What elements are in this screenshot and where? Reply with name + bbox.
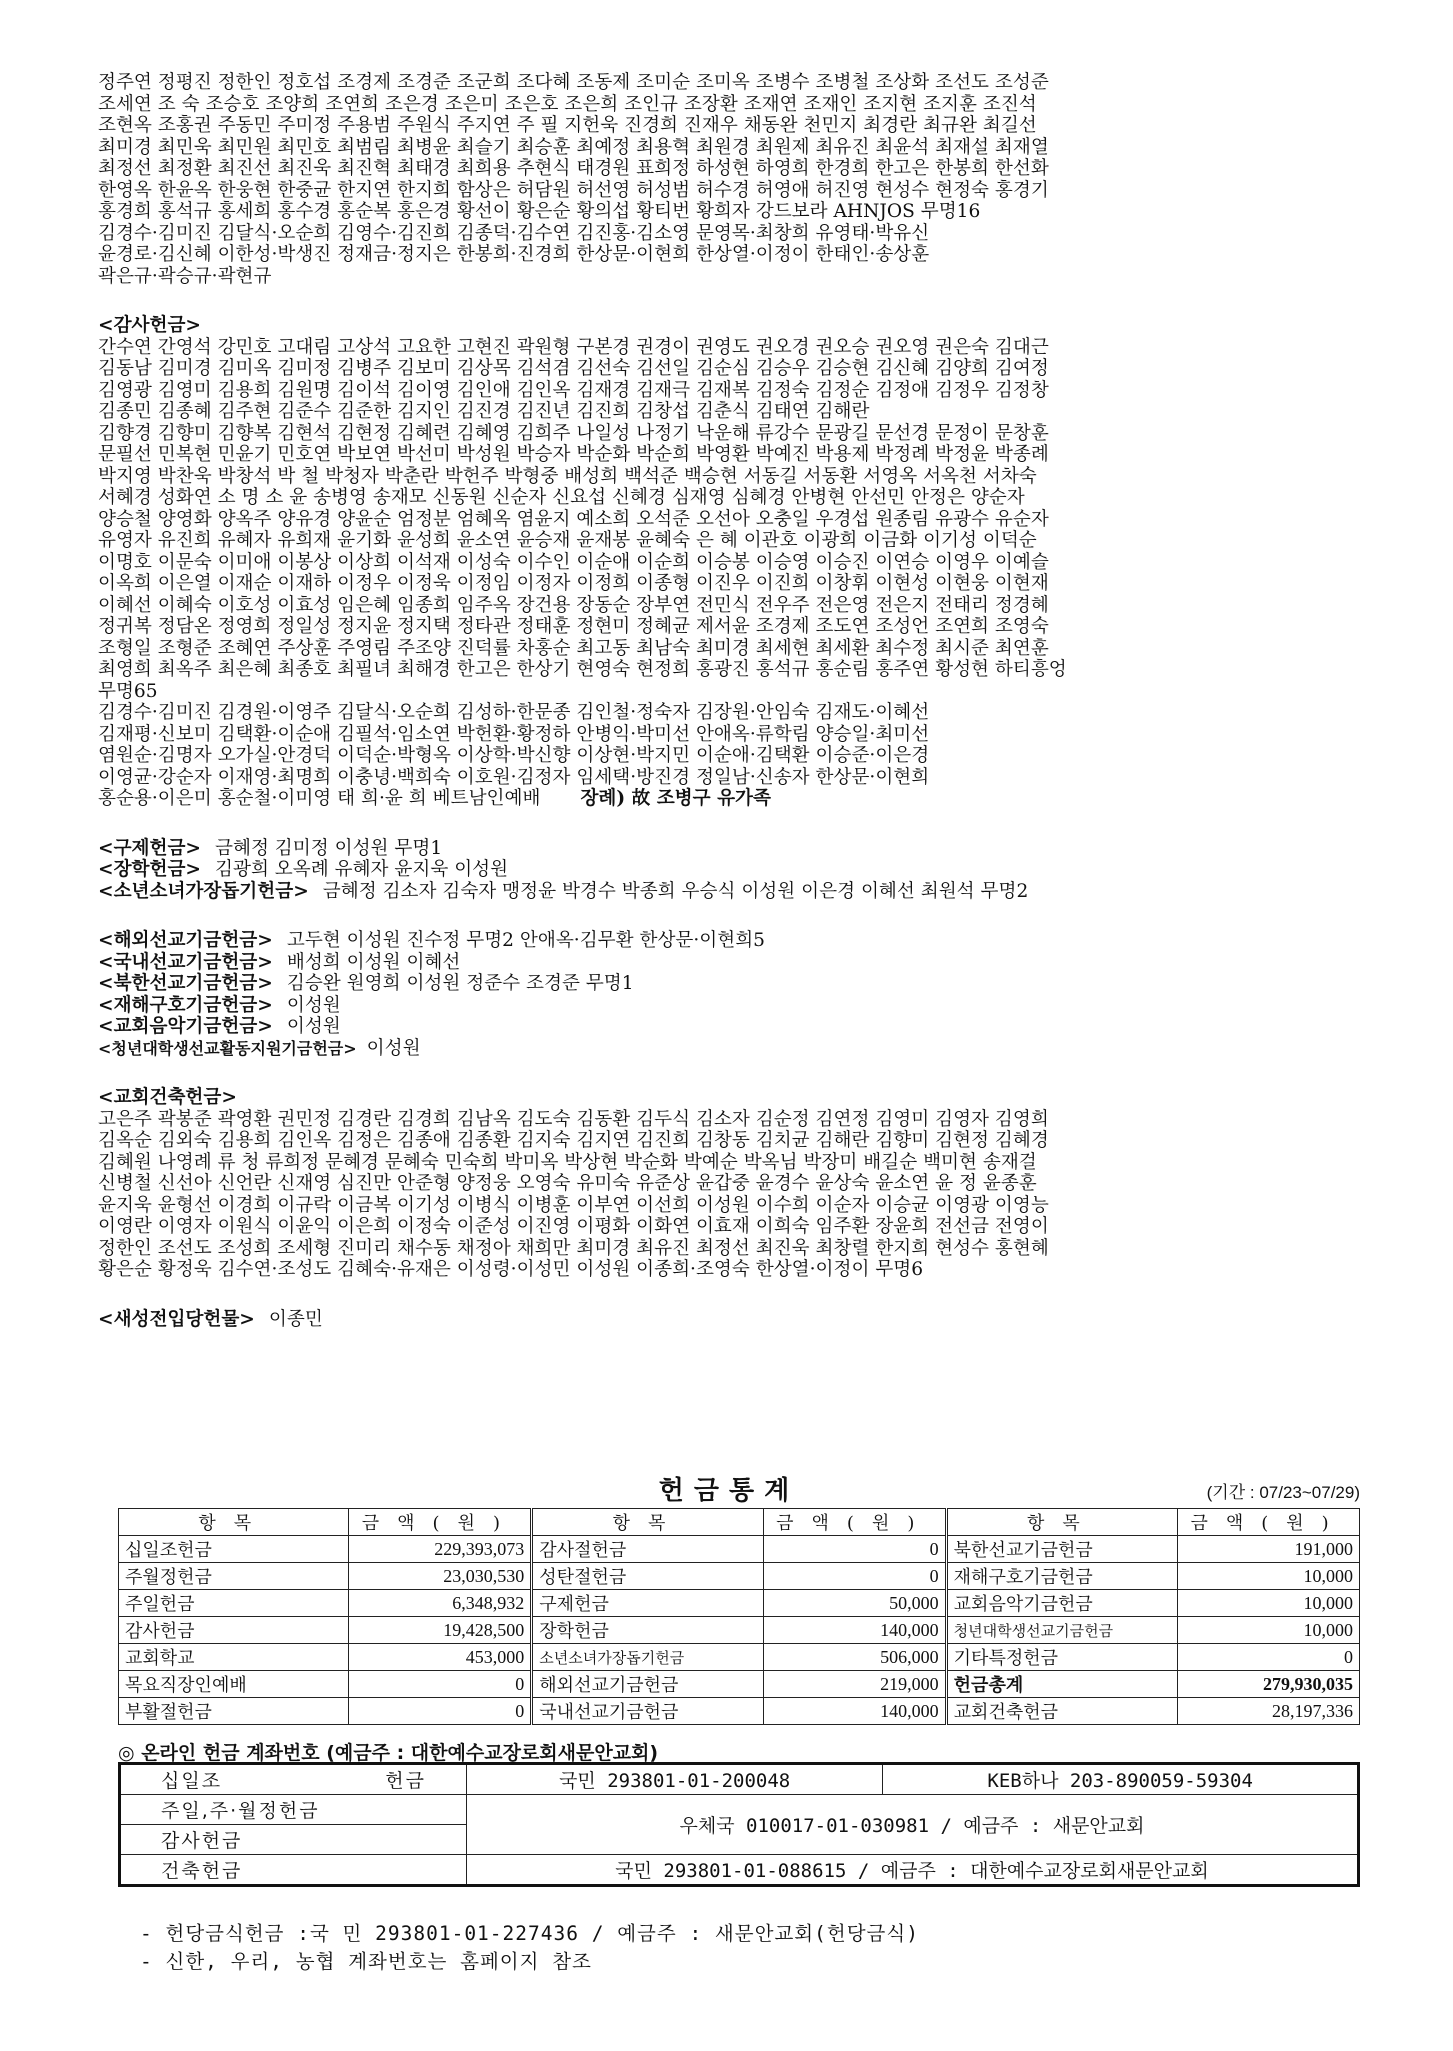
fund-label: <국내선교기금헌금>	[98, 951, 273, 973]
account-label: 감사헌금	[120, 1825, 467, 1855]
fund-names: 김승완 원영희 이성원 정준수 조경준 무명1	[286, 973, 634, 994]
stats-item-label: 교회음악기금헌금	[946, 1590, 1178, 1617]
col-item: 항목	[946, 1509, 1178, 1536]
donor-line: 김재평·신보미 김택환·이순애 김필석·임소연 박헌환·황정하 안병익·박미선 안애옥·류학림 양승일·최미선	[98, 723, 930, 745]
cash-stats-title: 헌금통계	[658, 1476, 800, 1506]
stats-item-label: 성탄절헌금	[532, 1563, 764, 1590]
fund-line	[98, 859, 1378, 881]
account-label: 주일,주·월정헌금	[120, 1795, 467, 1825]
stats-item-label: 소년소녀가장돕기헌금	[532, 1644, 764, 1671]
donor-line: 김혜원 나영례 류 청 류희정 문혜경 문혜숙 민숙희 박미옥 박상현 박순화 박예순 박옥님 박장미 배길순 백미현 송재걸	[98, 1151, 1037, 1173]
donor-line: 김향경 김향미 김향복 김현석 김현정 김혜련 김혜영 김희주 나일성 나정기 낙운해 류강수 문광길 문선경 문정이 문창훈	[98, 422, 1049, 444]
stats-item-amount: 19,428,500	[349, 1617, 532, 1644]
stats-item-label: 재해구호기금헌금	[946, 1563, 1178, 1590]
cash-stats-header-row	[119, 1509, 1360, 1536]
donor-line: 곽은규·곽승규·곽현규	[98, 265, 272, 287]
online-account-title: ◎ 온라인 헌금 계좌번호 (예금주 : 대한예수교장로회새문안교회)	[118, 1742, 659, 1764]
stats-item-label: 십일조헌금	[119, 1536, 349, 1563]
stats-item-label: 헌금총계	[946, 1671, 1178, 1698]
account-row	[120, 1764, 1359, 1795]
donor-line: 김경수·김미진 김경원·이영주 김달식·오순희 김성하·한문종 김인철·정숙자 김장원·안임숙 김재도·이혜선	[98, 702, 930, 723]
donor-line: 김경수·김미진 김달식·오순희 김영수·김진희 김종덕·김수연 김진홍·김소영 문영목·최창희 유영태·박유신	[98, 222, 930, 244]
account-value: 우체국 010017-01-030981 / 예금주 : 새문안교회	[467, 1795, 1359, 1855]
stats-row	[119, 1671, 1360, 1698]
stats-item-label: 주일헌금	[119, 1590, 349, 1617]
donor-line: 김영광 김영미 김용희 김원명 김이석 김이영 김인애 김인옥 김재경 김재극 김재복 김정숙 김정순 김정애 김정우 김정창	[98, 379, 1049, 401]
donor-line: 황은순 황정욱 김수연·조성도 김혜숙·유재은 이성령·이성민 이성원 이종희·조영숙 한상열·이정이 무명6	[98, 1259, 924, 1280]
donor-line: 이영균·강순자 이재영·최명희 이충녕·백희숙 이호원·김정자 임세택·방진경 정일남·신송자 한상문·이현희	[98, 766, 930, 788]
col-item: 항목	[532, 1509, 764, 1536]
stats-item-amount: 0	[1178, 1644, 1360, 1671]
donor-line: 김동남 김미경 김미옥 김미정 김병주 김보미 김상목 김석겸 김선숙 김선일 김순심 김승우 김승현 김신혜 김양희 김여정	[98, 358, 1049, 379]
fund-label: <해외선교기금헌금>	[98, 930, 273, 951]
account-label: 십일조 헌금	[120, 1764, 467, 1795]
stats-row	[119, 1698, 1360, 1725]
stats-row	[119, 1536, 1360, 1563]
stats-item-label: 교회건축헌금	[946, 1698, 1178, 1725]
donor-line: 이옥희 이은열 이재순 이재하 이정우 이정욱 이정임 이정자 이정희 이종형 이진우 이진희 이창휘 이현성 이현웅 이현재	[98, 573, 1049, 594]
account-row	[120, 1855, 1359, 1886]
fund-names: 이성원	[366, 1037, 421, 1059]
stats-item-amount: 50,000	[763, 1590, 946, 1617]
donor-line: 서혜경 성화연 소 명 소 윤 송병영 송재모 신동원 신순자 신요섭 신혜경 심재영 심혜경 안병현 안선민 안정은 양순자	[98, 487, 1025, 508]
donor-line: 정한인 조선도 조성희 조세형 진미리 채수동 채정아 채희만 최미경 최유진 최정선 최진욱 최창렬 한지희 현성수 홍현혜	[98, 1237, 1049, 1259]
col-amount: 금액(원)	[349, 1509, 532, 1536]
stats-item-label: 감사절헌금	[532, 1536, 764, 1563]
stats-item-amount: 10,000	[1178, 1590, 1360, 1617]
stats-item-label: 구제헌금	[532, 1590, 764, 1617]
stats-item-label: 목요직장인예배	[119, 1671, 349, 1698]
stats-item-label: 국내선교기금헌금	[532, 1698, 764, 1725]
stats-item-amount: 191,000	[1178, 1536, 1360, 1563]
stats-item-label: 장학헌금	[532, 1617, 764, 1644]
fund-names: 이성원	[286, 994, 341, 1016]
donor-line: 간수연 간영석 강민호 고대림 고상석 고요한 고현진 곽원형 구본경 권경이 권영도 권오경 권오승 권오영 권은숙 김대근	[98, 336, 1049, 358]
donor-line: 문필선 민복현 민윤기 민호연 박보연 박선미 박성원 박승자 박순화 박순희 박영환 박예진 박용제 박정례 박정윤 박종례	[98, 444, 1049, 465]
donor-list-section	[98, 72, 1378, 1330]
fund-names: 배성희 이성원 이혜선	[286, 951, 461, 973]
donor-line: 이영란 이영자 이원식 이윤익 이은희 이정숙 이준성 이진영 이평화 이화연 이효재 이희숙 임주환 장윤희 전선금 전영이	[98, 1216, 1049, 1237]
stats-row	[119, 1590, 1360, 1617]
account-value: 국민 293801-01-088615 / 예금주 : 대한예수교장로회새문안교회	[467, 1855, 1359, 1886]
stats-item-label: 감사헌금	[119, 1617, 349, 1644]
online-account-table	[118, 1762, 1360, 1887]
fund-label: <재해구호기금헌금>	[98, 994, 273, 1016]
cash-stats-body	[119, 1536, 1360, 1725]
fund-line	[98, 1016, 1378, 1038]
account-value: 국민 293801-01-200048	[467, 1764, 883, 1795]
stats-item-amount: 219,000	[763, 1671, 946, 1698]
fund-line	[98, 1038, 1378, 1060]
donor-line: 최영희 최옥주 최은혜 최종호 최필녀 최해경 한고은 한상기 현영숙 현정희 홍광진 홍석규 홍순림 홍주연 황성현 하티흥엉	[98, 659, 1067, 680]
fund-label: <교회음악기금헌금>	[98, 1016, 273, 1037]
stats-item-amount: 0	[349, 1671, 532, 1698]
stats-item-label: 해외선교기금헌금	[532, 1671, 764, 1698]
fund-label: <청년대학생선교활동지원기금헌금>	[98, 1038, 357, 1058]
fund-names: 금혜정 김미정 이성원 무명1	[215, 837, 443, 859]
donor-line: 조현옥 조홍권 주동민 주미정 주용범 주원식 주지연 주 필 지헌욱 진경희 진재우 채동완 천민지 최경란 최규완 최길선	[98, 115, 1037, 136]
donor-line: 한영옥 한윤옥 한웅현 한중균 한지연 한지희 함상은 허담원 허선영 허성범 허수경 허영애 허진영 현성수 현정숙 홍경기	[98, 179, 1049, 201]
thanks-last-line	[98, 788, 1378, 810]
cash-stats-table	[118, 1508, 1360, 1725]
fund-label: <소년소녀가장돕기헌금>	[98, 880, 309, 902]
donor-line: 윤경로·김신혜 이한성·박생진 정재금·정지은 한봉희·진경희 한상문·이현희 한상열·이정이 한태인·송상훈	[98, 244, 930, 265]
stats-item-amount: 6,348,932	[349, 1590, 532, 1617]
stats-item-amount: 506,000	[763, 1644, 946, 1671]
account-note: - 신한, 우리, 농협 계좌번호는 홈페이지 참조	[140, 1950, 592, 1973]
donor-line: 김종민 김종혜 김주현 김준수 김준한 김지인 김진경 김진년 김진희 김창섭 김춘식 김태연 김해란	[98, 401, 870, 422]
building-offering-heading: <교회건축헌금>	[98, 1087, 237, 1108]
donor-line: 윤지욱 윤형선 이경희 이규락 이금복 이기성 이병식 이병훈 이부연 이선희 이성원 이수희 이순자 이승균 이영광 이영능	[98, 1194, 1049, 1216]
donor-line: 이명호 이문숙 이미애 이봉상 이상희 이석재 이성숙 이수인 이순애 이순희 이승봉 이승영 이승진 이연승 이영우 이예슬	[98, 551, 1049, 573]
mission-funds	[98, 930, 1378, 1059]
fund-line	[98, 930, 1378, 952]
fund-names: 이성원	[286, 1016, 341, 1037]
relief-scholarship-funds	[98, 838, 1378, 903]
stats-item-label: 주월정헌금	[119, 1563, 349, 1590]
memorial-note: 장례) 故 조병구 유가족	[580, 788, 771, 809]
donor-line: 조형일 조형준 조혜연 주상훈 주영림 주조양 진덕률 차홍순 최고동 최남숙 최미경 최세현 최세환 최수정 최시준 최연훈	[98, 637, 1049, 659]
col-item: 항목	[119, 1509, 349, 1536]
fund-names: 금혜정 김소자 김숙자 맹정윤 박경수 박종희 우승식 이성원 이은경 이혜선 최원석 무명2	[322, 880, 1029, 902]
col-amount: 금액(원)	[1178, 1509, 1360, 1536]
fund-label: <구제헌금>	[98, 837, 202, 859]
stats-item-amount: 279,930,035	[1178, 1671, 1360, 1698]
stats-item-amount: 23,030,530	[349, 1563, 532, 1590]
stats-item-amount: 10,000	[1178, 1617, 1360, 1644]
fund-line	[98, 952, 1378, 974]
building-offering-list	[98, 1109, 1378, 1281]
donor-line: 무명65	[98, 680, 158, 702]
stats-item-label: 북한선교기금헌금	[946, 1536, 1178, 1563]
cash-stats-period: (기간 : 07/23~07/29)	[1206, 1483, 1360, 1502]
stats-item-amount: 0	[763, 1563, 946, 1590]
account-label: 건축헌금	[120, 1855, 467, 1886]
account-row	[120, 1795, 1359, 1825]
donor-line: 조세연 조 숙 조승호 조양희 조연희 조은경 조은미 조은호 조은희 조인규 조장환 조재연 조재인 조지현 조지훈 조진석	[98, 93, 1037, 115]
donor-line: 정귀복 정담온 정영희 정일성 정지윤 정지택 정타관 정태훈 정현미 정혜균 제서윤 조경제 조도연 조성언 조연희 조영숙	[98, 616, 1049, 637]
stats-item-label: 청년대학생선교기금헌금	[946, 1617, 1178, 1644]
fund-label: <장학헌금>	[98, 859, 202, 880]
account-value: KEB하나 203-890059-59304	[883, 1764, 1359, 1795]
fund-line	[98, 838, 1378, 860]
donor-line: 이혜선 이혜숙 이호성 이효성 임은혜 임종희 임주옥 장건용 장동순 장부연 전민식 전우주 전은영 전은지 전태리 정경혜	[98, 594, 1049, 616]
thanks-offering-heading: <감사헌금>	[98, 315, 202, 336]
new-member-label: <새성전입당헌물>	[98, 1308, 255, 1330]
donor-line: 최미경 최민욱 최민원 최민호 최범림 최병윤 최슬기 최승훈 최예정 최용혁 최원경 최원제 최유진 최윤석 최재설 최재열	[98, 136, 1049, 158]
cash-stats-header	[98, 1470, 1360, 1506]
stats-item-amount: 28,197,336	[1178, 1698, 1360, 1725]
fund-names: 고두현 이성원 진수정 무명2 안애옥·김무환 한상문·이현희5	[286, 930, 766, 951]
new-member-names: 이종민	[268, 1308, 323, 1330]
stats-row	[119, 1563, 1360, 1590]
stats-item-label: 기타특정헌금	[946, 1644, 1178, 1671]
continued-donor-list	[98, 72, 1378, 287]
col-amount: 금액(원)	[763, 1509, 946, 1536]
new-member-offering	[98, 1309, 1378, 1331]
donor-line: 김옥순 김외숙 김용희 김인옥 김정은 김종애 김종환 김지숙 김지연 김진희 김창동 김치균 김해란 김향미 김현정 김혜경	[98, 1130, 1049, 1151]
donor-line: 최정선 최정환 최진선 최진욱 최진혁 최태경 최희용 추현식 태경원 표희정 하성현 하영희 한경희 한고은 한봉희 한선화	[98, 158, 1049, 179]
stats-item-label: 부활절헌금	[119, 1698, 349, 1725]
fund-line	[98, 995, 1378, 1017]
stats-item-amount: 229,393,073	[349, 1536, 532, 1563]
stats-item-amount: 10,000	[1178, 1563, 1360, 1590]
stats-row	[119, 1644, 1360, 1671]
stats-row	[119, 1617, 1360, 1644]
donor-line: 염원순·김명자 오가실·안경덕 이덕순·박형옥 이상학·박신향 이상현·박지민 이순애·김택환 이승준·이은경	[98, 745, 930, 766]
thanks-last-names: 홍순용·이은미 홍순철·이미영 태 희·윤 희 베트남인예배	[98, 788, 541, 809]
stats-item-amount: 140,000	[763, 1698, 946, 1725]
fund-label: <북한선교기금헌금>	[98, 973, 273, 994]
stats-item-amount: 140,000	[763, 1617, 946, 1644]
stats-item-amount: 0	[763, 1536, 946, 1563]
stats-item-amount: 0	[349, 1698, 532, 1725]
thanks-offering-list	[98, 337, 1378, 789]
stats-item-label: 교회학교	[119, 1644, 349, 1671]
fund-names: 김광희 오옥례 유혜자 윤지욱 이성원	[215, 859, 509, 880]
fund-line	[98, 881, 1378, 903]
donor-line: 양승철 양영화 양옥주 양유경 양윤순 엄정분 엄혜옥 염윤지 예소희 오석준 오선아 오충일 우경섭 원종림 유광수 유순자	[98, 508, 1049, 530]
donor-line: 정주연 정평진 정한인 정호섭 조경제 조경준 조군희 조다혜 조동제 조미순 조미옥 조병수 조병철 조상화 조선도 조성준	[98, 72, 1049, 93]
fund-line	[98, 973, 1378, 995]
donor-line: 박지영 박찬욱 박창석 박 철 박청자 박춘란 박헌주 박형중 배성희 백석준 백승현 서동길 서동환 서영옥 서옥천 서차숙	[98, 465, 1037, 487]
stats-item-amount: 453,000	[349, 1644, 532, 1671]
donor-line: 신병철 신선아 신언란 신재영 심진만 안준형 양정웅 오영숙 유미숙 유준상 윤갑중 윤경수 윤상숙 윤소연 윤 정 윤종훈	[98, 1173, 1037, 1194]
donor-line: 유영자 유진희 유혜자 유희재 윤기화 윤성희 윤소연 윤승재 윤재봉 윤혜숙 은 혜 이관호 이광희 이금화 이기성 이덕순	[98, 530, 1037, 551]
donor-line: 고은주 곽봉준 곽영환 권민정 김경란 김경희 김남옥 김도숙 김동환 김두식 김소자 김순정 김연정 김영미 김영자 김영희	[98, 1108, 1049, 1130]
account-note: - 헌당금식헌금 :국 민 293801-01-227436 / 예금주 : 새문안교회(헌당금식)	[140, 1922, 919, 1945]
donor-line: 홍경희 홍석규 홍세희 홍수경 홍순복 홍은경 황선이 황은순 황의섭 황티번 황희자 강드보라 AHNJOS 무명16	[98, 201, 981, 222]
